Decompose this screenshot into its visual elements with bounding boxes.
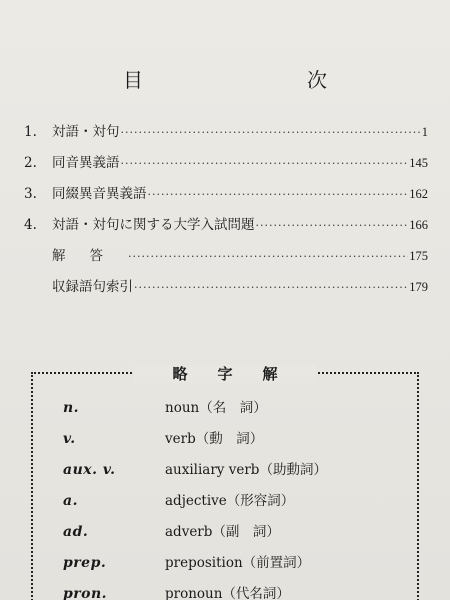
abbreviation-row (63, 520, 403, 551)
abbreviation-meaning: adjective（形容詞） (165, 493, 295, 509)
abbreviation-meaning: adverb（副 詞） (165, 524, 280, 540)
table-of-contents (24, 120, 428, 306)
leader-dots (256, 219, 409, 232)
abbreviation-key: prep. (63, 555, 107, 571)
leader-dots (128, 250, 408, 263)
toc-entry (24, 182, 428, 213)
abbreviations-title (33, 363, 417, 384)
abbreviations-box (31, 365, 419, 600)
toc-entry (24, 275, 428, 306)
abbreviation-row (63, 489, 403, 520)
toc-entry (24, 120, 428, 151)
toc-number: 4. (24, 217, 37, 233)
toc-entry (24, 151, 428, 182)
toc-number: 1. (24, 124, 37, 140)
abbreviation-row (63, 396, 403, 427)
toc-entry (24, 213, 428, 244)
leader-dots (148, 188, 409, 201)
toc-label: 対語・対句 (52, 124, 120, 140)
abbreviation-key: v. (63, 431, 76, 447)
toc-page-number: 179 (409, 280, 428, 294)
abbreviation-row (63, 427, 403, 458)
abbreviation-key: aux. v. (63, 462, 116, 478)
abbreviation-key: a. (63, 493, 78, 509)
abbreviation-meaning: verb（動 詞） (165, 431, 264, 447)
toc-page-number: 162 (409, 187, 428, 201)
abbreviation-meaning: preposition（前置詞） (165, 555, 311, 571)
toc-number: 3. (24, 186, 37, 202)
abbreviation-key: n. (63, 400, 80, 416)
toc-page-number: 175 (409, 249, 428, 263)
toc-page-number: 145 (409, 156, 428, 170)
abbreviations-list (63, 396, 403, 600)
leader-dots (134, 281, 408, 294)
toc-label: 収録語句索引 (52, 279, 133, 295)
abbreviations-title-text: 略字解 (134, 365, 315, 383)
abbreviation-row (63, 551, 403, 582)
abbreviation-meaning: noun（名 詞） (165, 400, 267, 416)
leader-dots (121, 126, 421, 139)
toc-label: 同音異義語 (52, 155, 120, 171)
leader-dots (121, 157, 409, 170)
toc-page-number: 166 (409, 218, 428, 232)
toc-label: 同綴異音異義語 (52, 186, 147, 202)
toc-label: 解答 (52, 248, 127, 264)
toc-entry (24, 244, 428, 275)
abbreviation-meaning: auxiliary verb（助動詞） (165, 462, 327, 478)
abbreviation-row (63, 458, 403, 489)
toc-page-number: 1 (421, 125, 428, 139)
abbreviation-row (63, 582, 403, 600)
toc-number: 2. (24, 155, 37, 171)
toc-label: 対語・対句に関する大学入試問題 (52, 217, 255, 233)
page-title: 目 次 (123, 68, 399, 92)
abbreviation-key: pron. (63, 586, 108, 600)
abbreviation-meaning: pronoun（代名詞） (165, 586, 290, 600)
abbreviation-key: ad. (63, 524, 89, 540)
